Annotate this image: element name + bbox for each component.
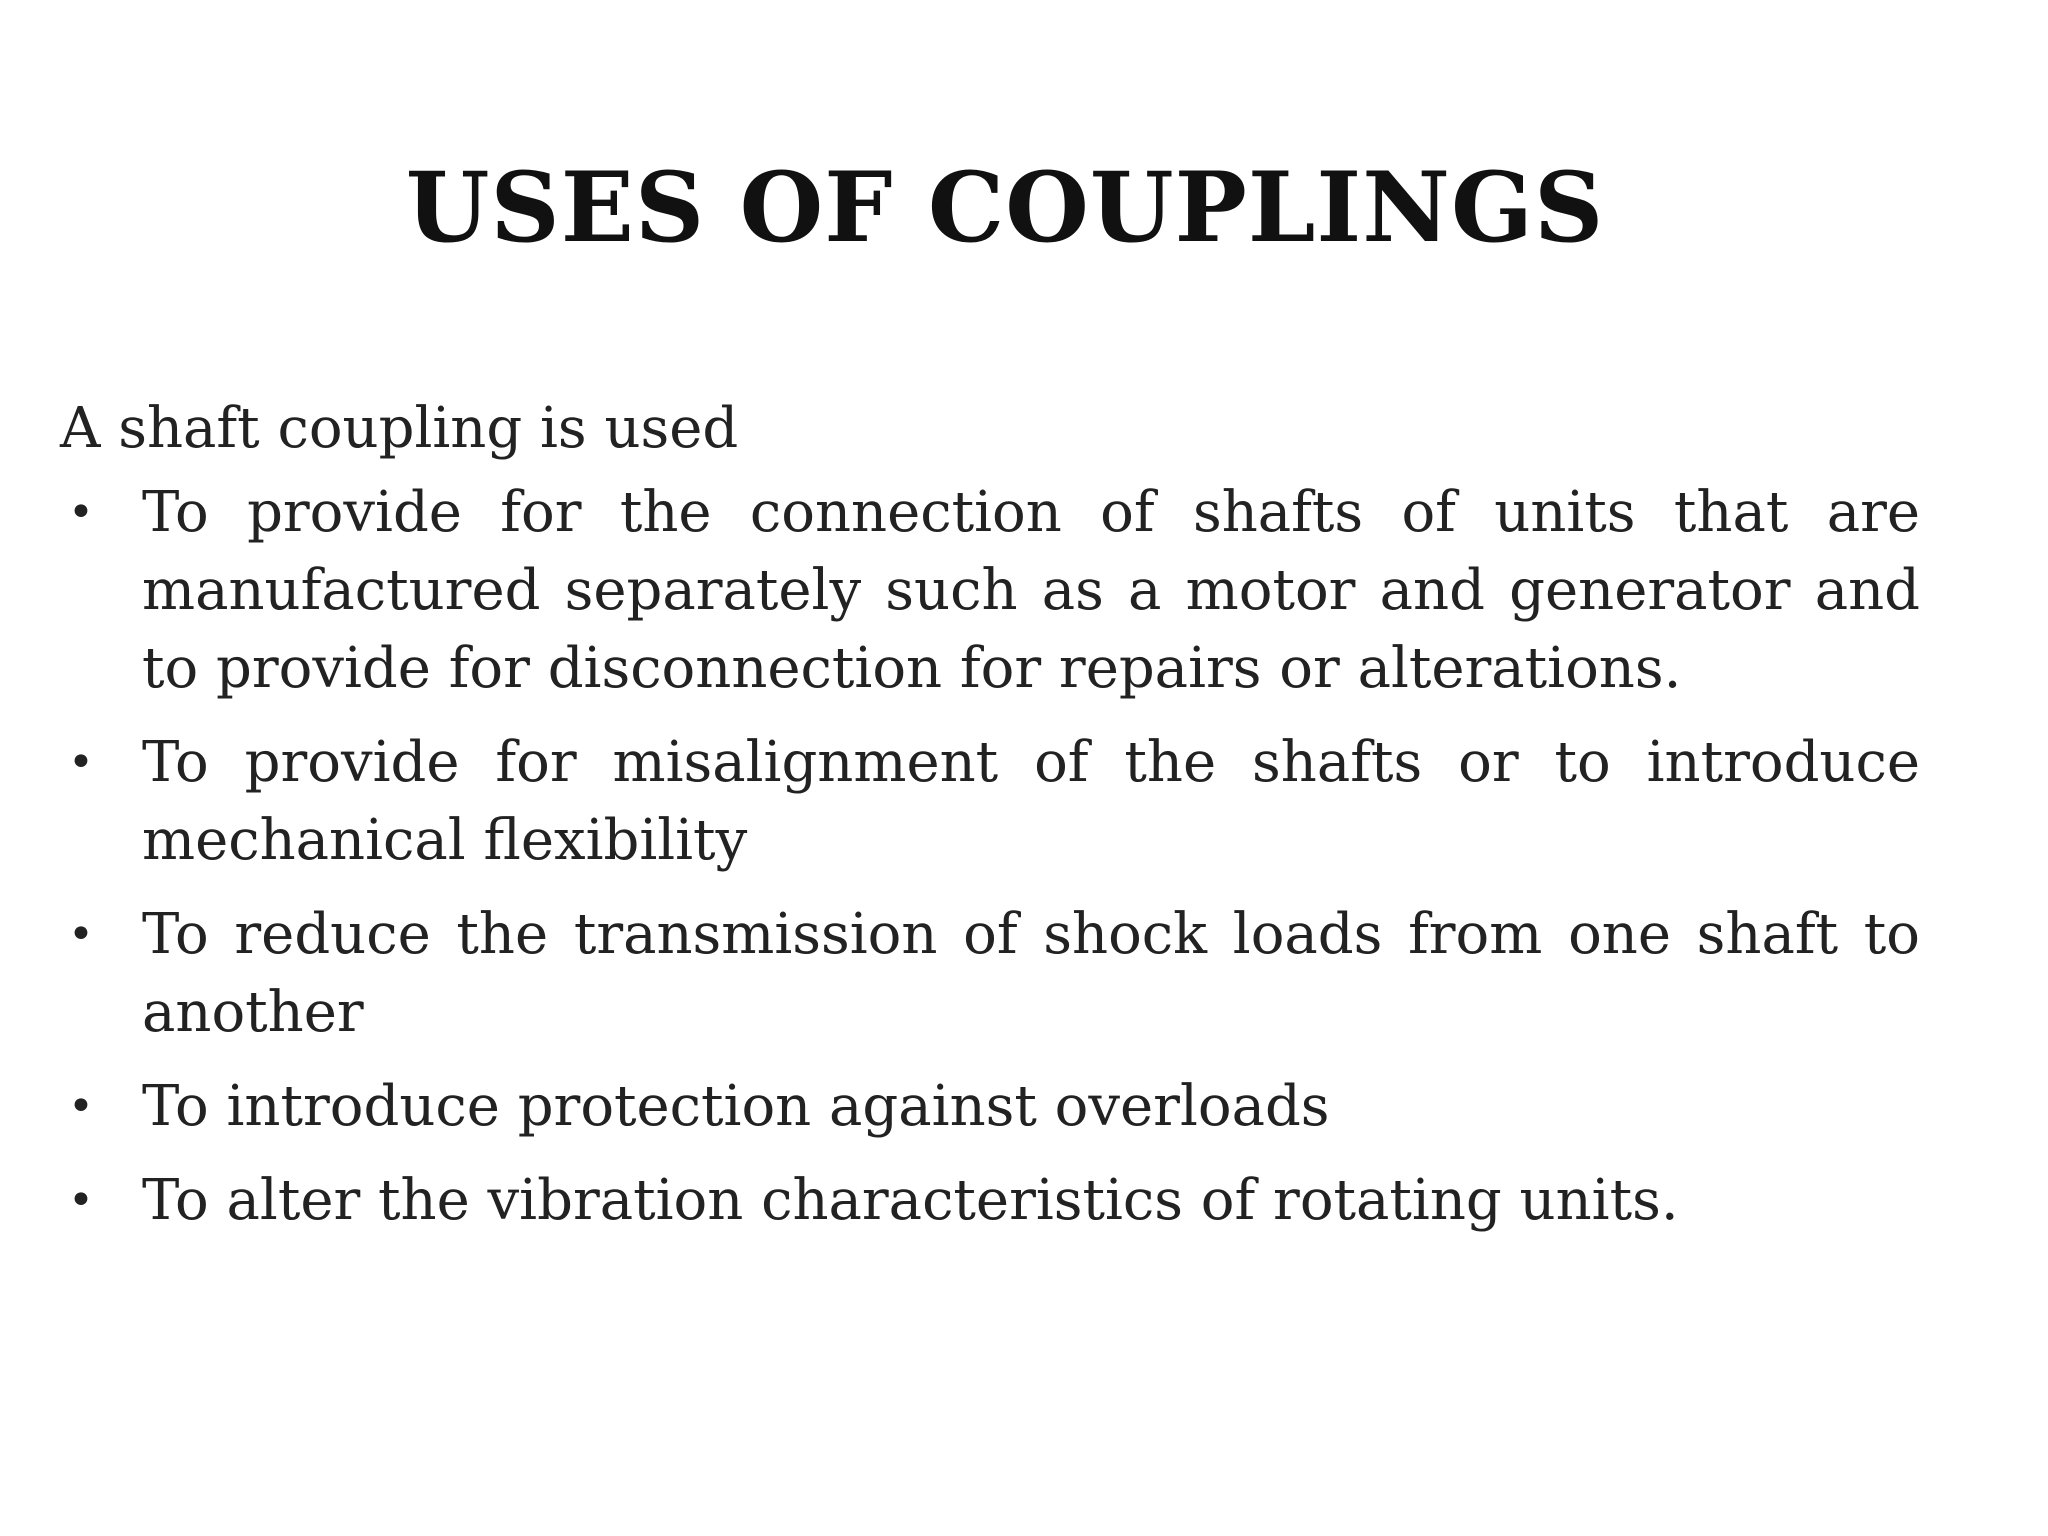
bullet-item (60, 1162, 1920, 1240)
bullet-icon: • (68, 487, 94, 538)
bullet-text: To provide for the connection of shafts of units that are manufactured separately such as a motor and generator and to provide for disconnection for repairs or alterations. (142, 480, 1920, 701)
bullet-item (60, 1068, 1920, 1146)
bullet-icon: • (68, 1081, 94, 1132)
bullet-item (60, 474, 1920, 708)
slide-body (60, 390, 1920, 1256)
bullet-list (60, 474, 1920, 1240)
bullet-icon: • (68, 1175, 94, 1226)
bullet-item (60, 724, 1920, 880)
bullet-icon: • (68, 737, 94, 788)
slide-title: USES OF COUPLINGS (405, 151, 1605, 264)
bullet-text: To provide for misalignment of the shafts or to introduce mechanical flexibility (142, 730, 1920, 873)
bullet-item (60, 896, 1920, 1052)
intro-text: A shaft coupling is used (60, 396, 739, 461)
bullet-text: To reduce the transmission of shock loads from one shaft to another (142, 902, 1920, 1045)
bullet-text: To introduce protection against overloads (142, 1074, 1330, 1139)
bullet-text: To alter the vibration characteristics of rotating units. (142, 1168, 1679, 1233)
bullet-icon: • (68, 909, 94, 960)
